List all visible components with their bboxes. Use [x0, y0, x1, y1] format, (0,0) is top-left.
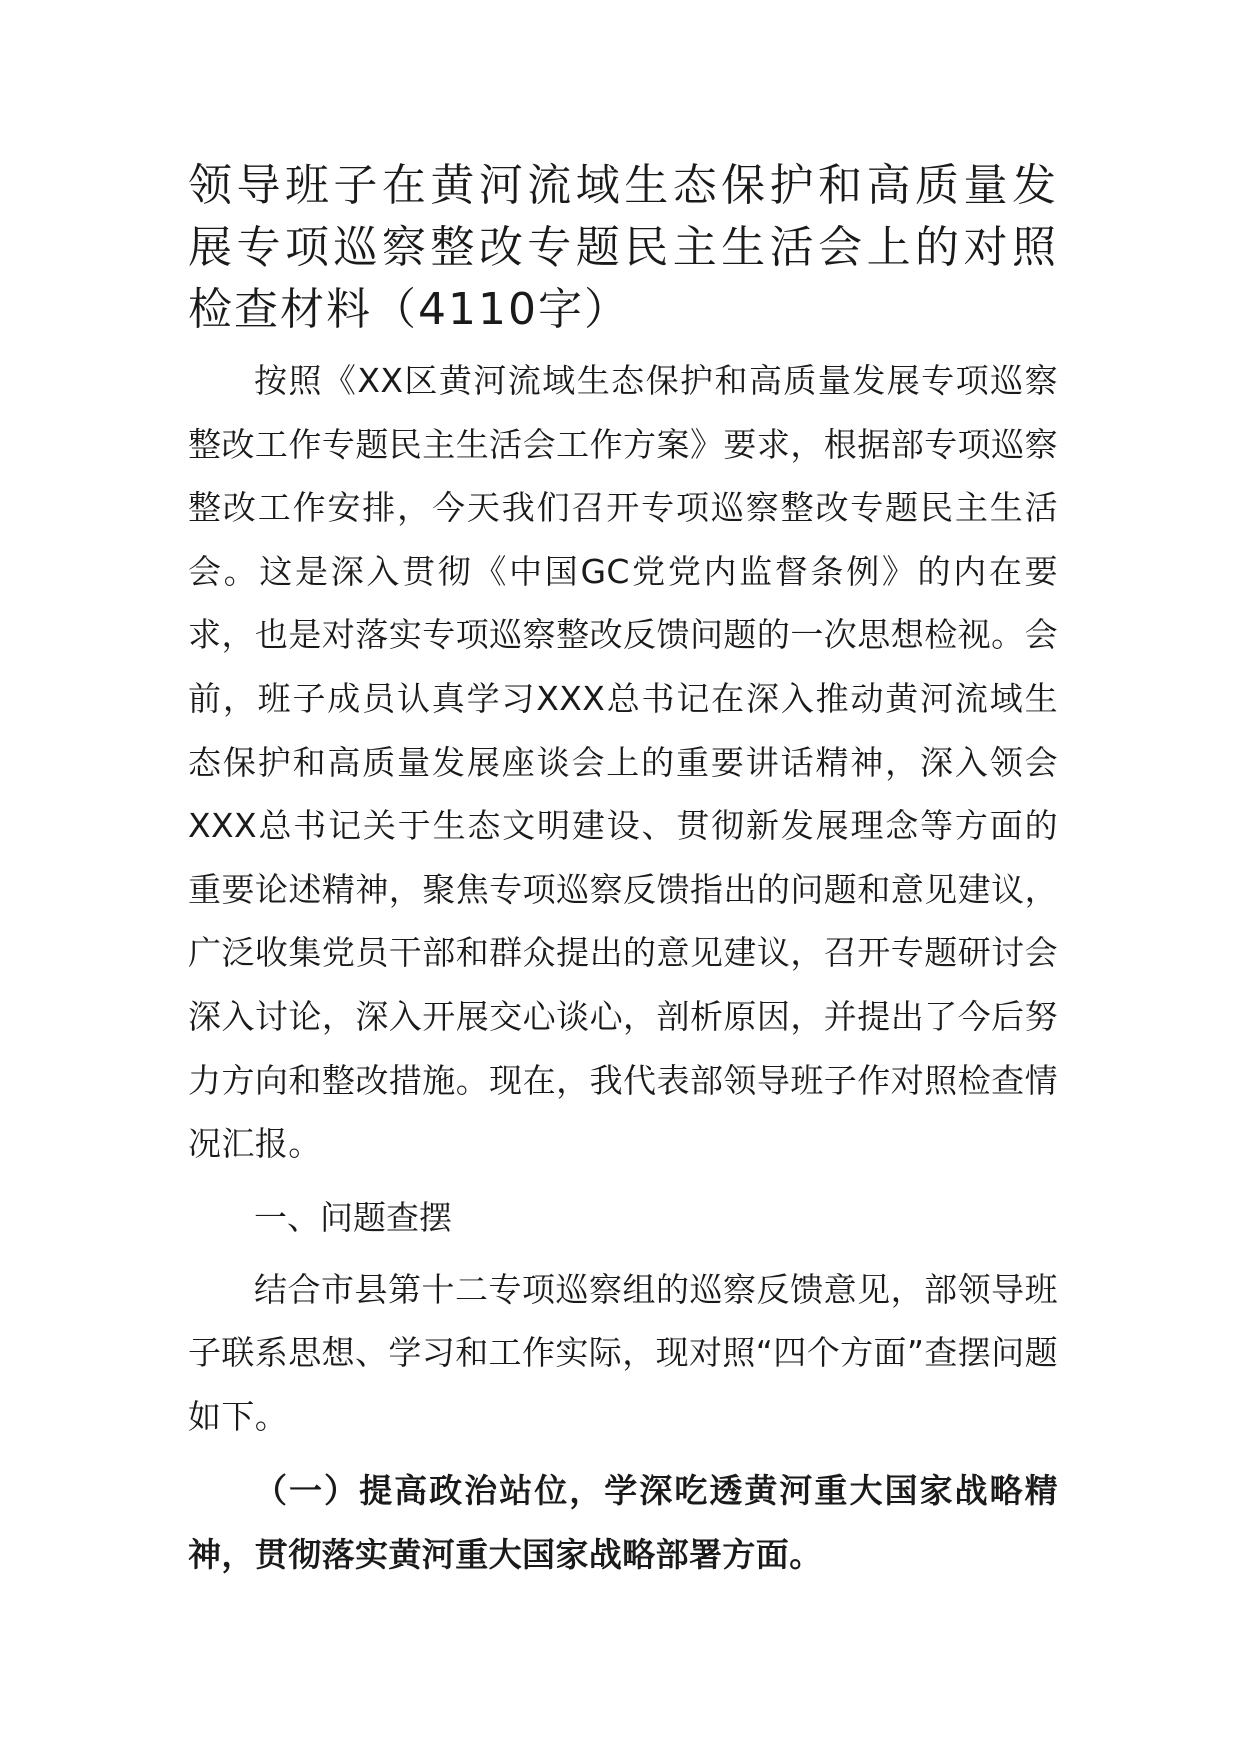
intro-paragraph: 按照《XX区黄河流域生态保护和高质量发展专项巡察整改工作专题民主生活会工作方案》要求，根据部专项巡察整改工作安排，今天我们召开专项巡察整改专题民主生活会。这是深入贯彻《中国GC党党内监督条例》的内在要求，也是对落实专项巡察整改反馈问题的一次思想检视。会前，班子成员认真学习XXX总书记在深入推动黄河流域生态保护和高质量发展座谈会上的重要讲话精神，深入领会XXX总书记关于生态文明建设、贯彻新发展理念等方面的重要论述精神，聚焦专项巡察反馈指出的问题和意见建议，广泛收集党员干部和群众提出的意见建议，召开专题研讨会深入讨论，深入开展交心谈心，剖析原因，并提出了今后努力方向和整改措施。现在，我代表部领导班子作对照检查情况汇报。 [188, 361, 1058, 1164]
section-heading: 一、问题查摆 [254, 1197, 452, 1237]
document-title: 领导班子在黄河流域生态保护和高质量发展专项巡察整改专题民主生活会上的对照检查材料（4110字） [188, 160, 1058, 335]
document-body [188, 155, 1058, 1587]
subsection-heading: （一）提高政治站位，学深吃透黄河重大国家战略精神，贯彻落实黄河重大国家战略部署方面。 [188, 1470, 1058, 1574]
section-paragraph: 结合市县第十二专项巡察组的巡察反馈意见，部领导班子联系思想、学习和工作实际，现对照“四个方面”查摆问题如下。 [188, 1269, 1058, 1436]
